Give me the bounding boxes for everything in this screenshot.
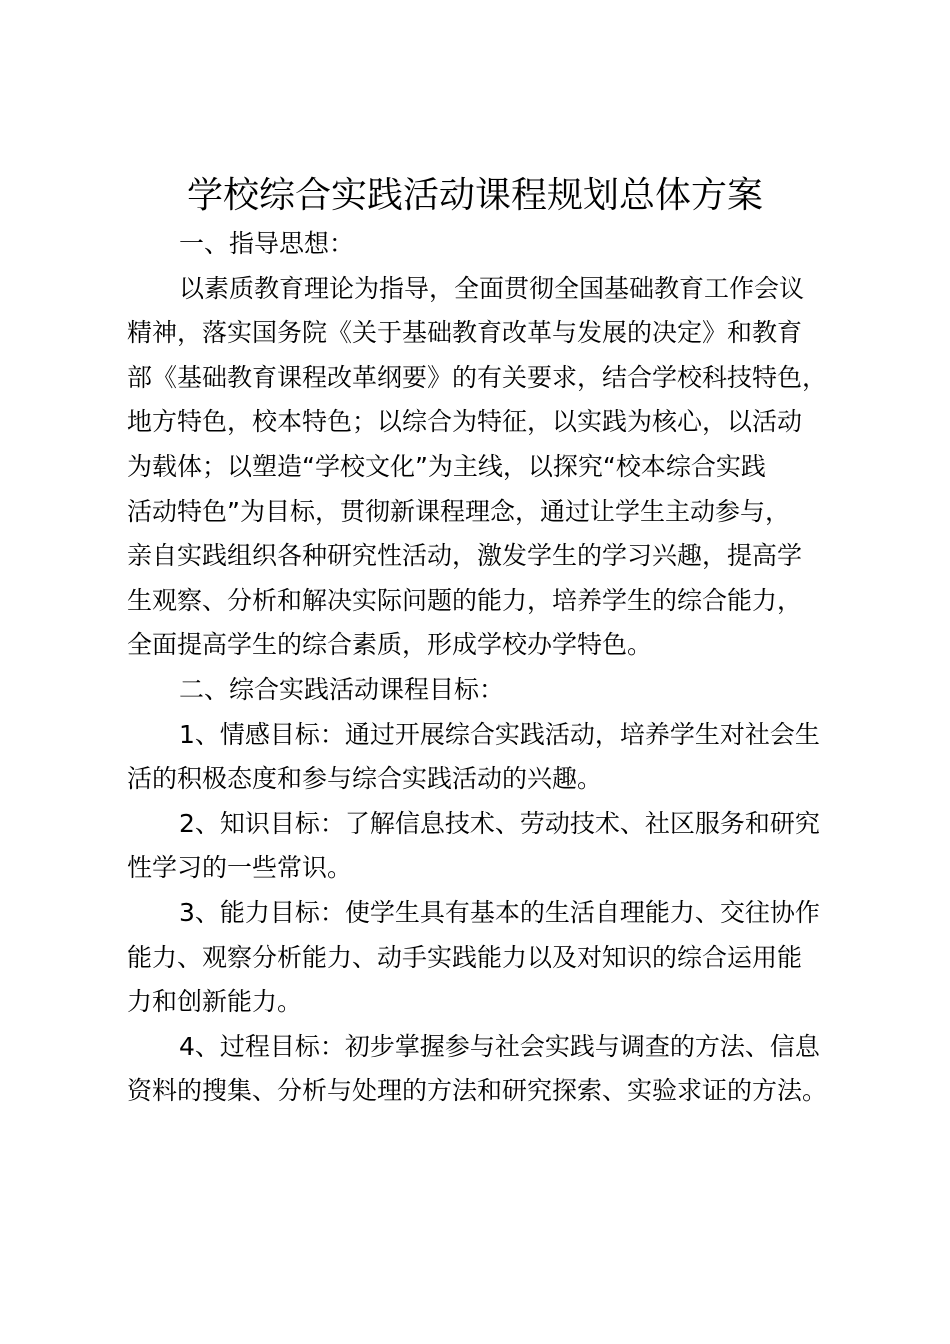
section-heading-course-goals: 二、综合实践活动课程目标： <box>179 674 505 704</box>
paragraph-line: 资料的搜集、分析与处理的方法和研究探索、实验求证的方法。 <box>127 1076 828 1106</box>
goal-item-ability: 3、能力目标：使学生具有基本的生活自理能力、交往协作 <box>179 897 820 927</box>
paragraph-line: 能力、观察分析能力、动手实践能力以及对知识的综合运用能 <box>127 942 803 972</box>
paragraph-line: 为载体；以塑造“学校文化”为主线，以探究“校本综合实践 <box>127 451 766 481</box>
paragraph-line: 性学习的一些常识。 <box>127 853 353 883</box>
paragraph-line: 活的积极态度和参与综合实践活动的兴趣。 <box>127 764 603 794</box>
paragraph-line: 地方特色，校本特色；以综合为特征，以实践为核心，以活动 <box>127 407 803 437</box>
paragraph-line: 力和创新能力。 <box>127 987 303 1017</box>
paragraph-line: 精神，落实国务院《关于基础教育改革与发展的决定》和教育 <box>127 318 803 348</box>
goal-item-emotion: 1、情感目标：通过开展综合实践活动，培养学生对社会生 <box>179 719 820 749</box>
paragraph-line: 全面提高学生的综合素质，形成学校办学特色。 <box>127 630 653 660</box>
paragraph-line: 以素质教育理论为指导，全面贯彻全国基础教育工作会议 <box>179 273 805 303</box>
goal-item-knowledge: 2、知识目标：了解信息技术、劳动技术、社区服务和研究 <box>179 808 820 838</box>
goal-item-process: 4、过程目标：初步掌握参与社会实践与调查的方法、信息 <box>179 1031 820 1061</box>
section-heading-guiding-ideology: 一、指导思想： <box>179 229 355 258</box>
paragraph-line: 亲自实践组织各种研究性活动，激发学生的学习兴趣，提高学 <box>127 541 803 571</box>
paragraph-line: 生观察、分析和解决实际问题的能力，培养学生的综合能力， <box>127 585 803 615</box>
document-body <box>127 222 839 1114</box>
paragraph-line: 部《基础教育课程改革纲要》的有关要求，结合学校科技特色， <box>127 362 828 392</box>
document-title: 学校综合实践活动课程规划总体方案 <box>186 175 763 216</box>
paragraph-line: 活动特色”为目标，贯彻新课程理念，通过让学生主动参与， <box>127 496 790 526</box>
